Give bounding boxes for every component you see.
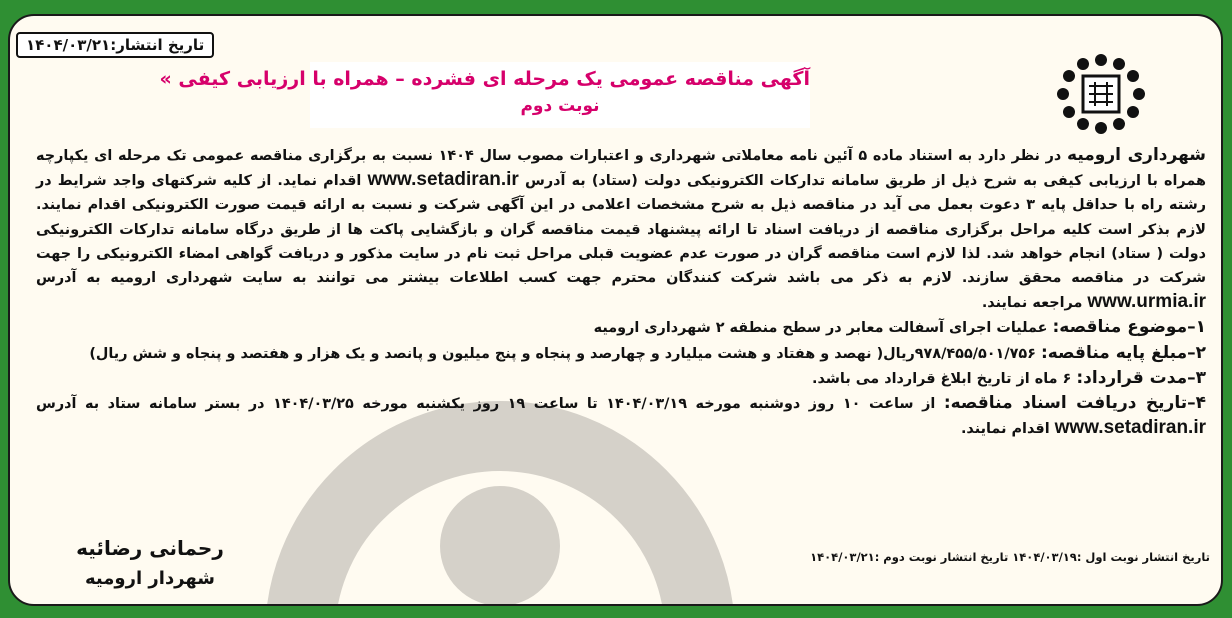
signer-name: رحمانی رضائیه [76, 536, 224, 560]
item-subject-label: ۱–موضوع مناقصه: [1052, 317, 1206, 338]
paragraph-part-3: مراجعه نمایند. [981, 295, 1088, 312]
item-duration-label: ۳–مدت قرارداد: [1076, 367, 1206, 388]
item-subject-text: عملیات اجرای آسفالت معابر در سطح منطقه ۲ شهرداری ارومیه [593, 320, 1053, 337]
ad-subtitle: نوبت دوم [520, 96, 600, 116]
item-document-date-label: ۴–تاریخ دریافت اسناد مناقصه: [943, 393, 1207, 414]
item-document-date-end: اقدام نمایند. [960, 421, 1055, 438]
main-paragraph [36, 143, 1206, 315]
item-document-date-text: از ساعت ۱۰ روز دوشنبه مورخه ۱۴۰۴/۰۳/۱۹ تا ساعت ۱۹ روز یکشنبه مورخه ۱۴۰۴/۰۳/۲۵ در بستر سامانه ستاد به آدرس [36, 396, 944, 413]
paragraph-part-2: اقدام نماید. از کلیه شرکتهای واجد شرایط در رشته راه با حداقل پایه ۳ دعوت بعمل می آید در مناقصه ذیل به شرح مشخصات اعلامی در این آگهی شرکت و نسبت به ارائه قیمت صورت الکترونیکی اقدام نمایند. لازم بذکر است کلیه مراحل برگزاری مناقصه از دریافت اسناد تا ارائه پیشنهاد قیمت مناقصه گران و بازگشایی پاکت ها از طریق درگاه سامانه تدارکات الکترونیکی دولت ( ستاد) انجام خواهد شد. لذا لازم است مناقصه گران در صورت عدم عضویت قبلی مراحل ثبت نام در سایت مذکور و دریافت گواهی امضاء الکترونیکی را جهت شرکت در مناقصه محقق سازند. لازم به ذکر می باشد شرکت کنندگان محترم جهت کسب اطلاعات بیشتر می توانند به سایت شهرداری ارومیه به آدرس [36, 173, 1207, 287]
paragraph-part-1: در نظر دارد به استناد ماده ۵ آئین نامه معاملاتی شهرداری و اعتبارات مصوب سال ۱۴۰۴ نسبت به برگزاری مناقصه عمومی تک مرحله ای یکپارچه همراه با ارزیابی کیفی به شرح ذیل از طریق سامانه تدارکات الکترونیکی دولت (ستاد) به آدرس [36, 148, 1206, 190]
item-duration [36, 366, 1206, 391]
publish-date: تاریخ انتشار:۱۴۰۴/۰۳/۲۱ [16, 32, 214, 58]
ad-body [36, 143, 1206, 441]
setadiran-link-2[interactable]: www.setadiran.ir [1054, 417, 1206, 439]
ad-panel [8, 14, 1223, 606]
municipality-logo-icon [1051, 52, 1151, 136]
signature-block [50, 536, 250, 589]
item-base-price-text: ۹۷۸/۴۵۵/۵۰۱/۷۵۶ریال( نهصد و هفتاد و هشت میلیارد و چهارصد و پنجاه و پنج میلیون و پانصد و یک هزار و هفتصد و پنجاه و شش ریال) [89, 345, 1041, 362]
item-duration-text: ۶ ماه از تاریخ ابلاغ قرارداد می باشد. [811, 370, 1077, 387]
item-base-price [36, 341, 1206, 366]
item-base-price-label: ۲–مبلغ پایه مناقصه: [1040, 342, 1206, 363]
urmia-link[interactable]: www.urmia.ir [1087, 291, 1206, 313]
item-subject [36, 315, 1206, 340]
item-document-date [36, 391, 1206, 441]
org-name: شهرداری ارومیه [1067, 145, 1207, 165]
publication-dates: تاریخ انتشار نوبت اول :۱۴۰۴/۰۳/۱۹ تاریخ انتشار نوبت دوم :۱۴۰۴/۰۳/۲۱ [810, 550, 1210, 564]
setadiran-link[interactable]: www.setadiran.ir [367, 169, 519, 191]
signer-role: شهردار ارومیه [85, 568, 215, 589]
title-block [159, 62, 810, 128]
ad-title: آگهی مناقصه عمومی یک مرحله ای فشرده – همراه با ارزیابی کیفی » [159, 68, 810, 90]
